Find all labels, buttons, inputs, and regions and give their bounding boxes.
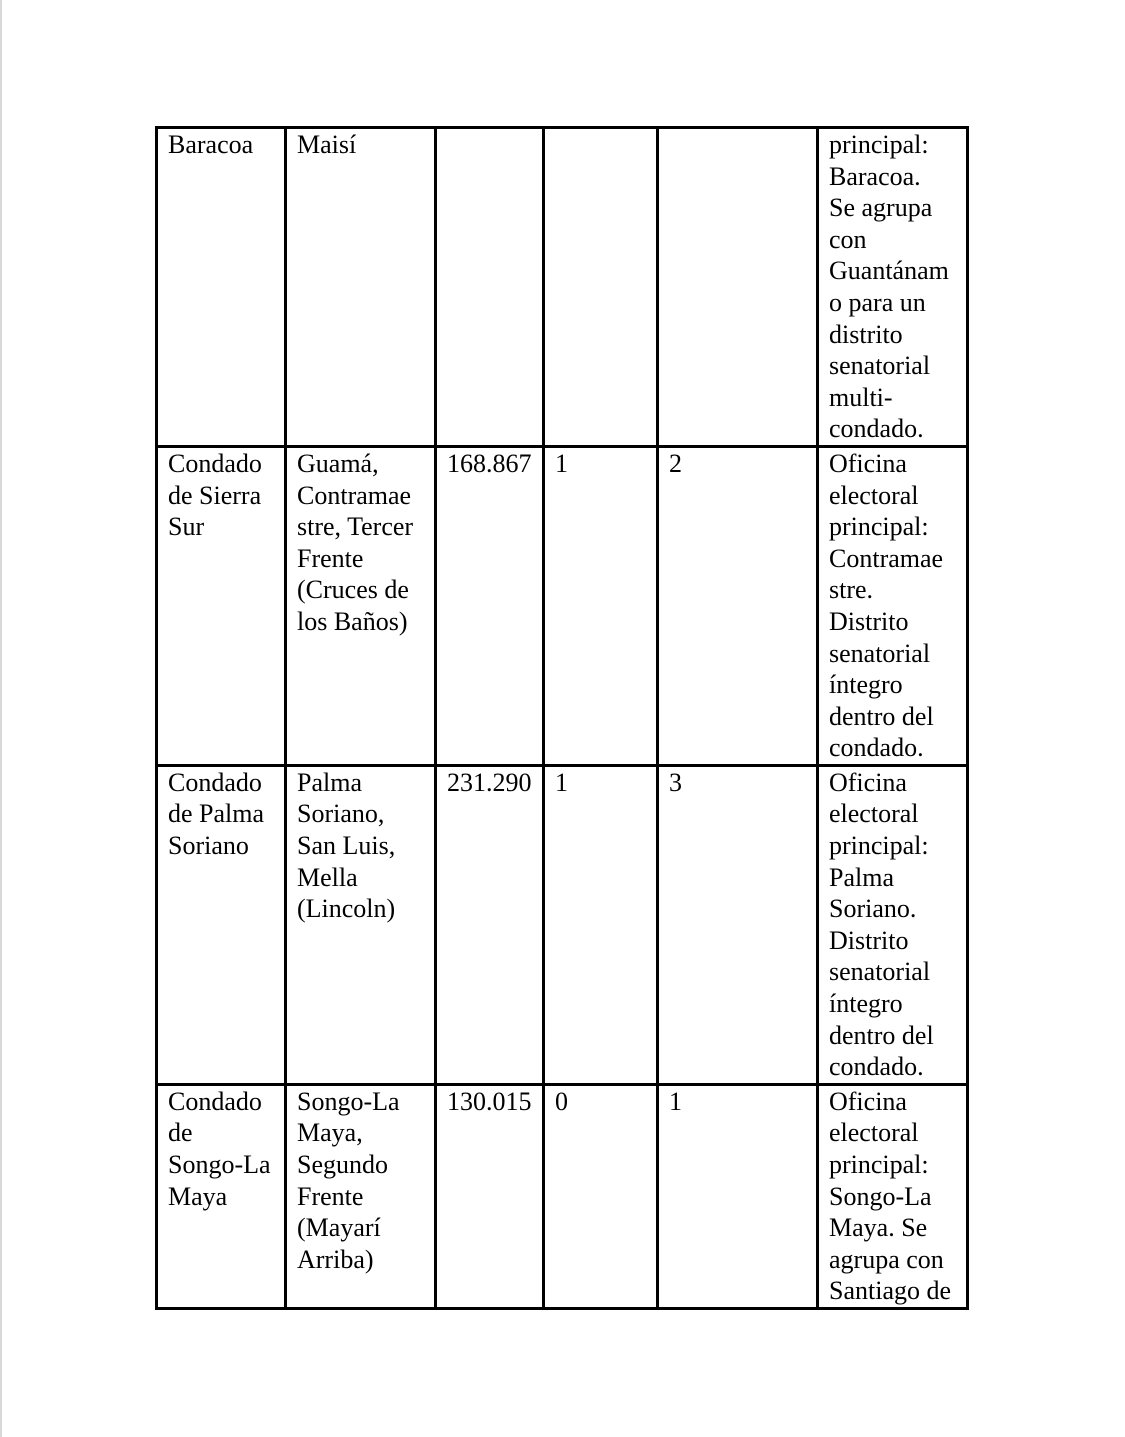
count-cell-a: 0 (544, 1084, 658, 1308)
municipalities-cell: Maisí (286, 128, 436, 447)
table-row (157, 1084, 968, 1308)
count-cell-b (658, 128, 818, 447)
notes-cell: principal: Baracoa. Se agrupa con Guantánam o para un distrito senatorial multi- condado. (818, 128, 968, 447)
county-cell: Condado de Palma Soriano (157, 765, 286, 1084)
notes-cell: Oficina electoral principal: Palma Soriano. Distrito senatorial íntegro dentro del condado. (818, 765, 968, 1084)
municipalities-cell: Palma Soriano, San Luis, Mella (Lincoln) (286, 765, 436, 1084)
page-edge (0, 0, 2, 1437)
county-table (155, 126, 969, 1310)
county-cell: Condado de Songo-La Maya (157, 1084, 286, 1308)
county-cell: Condado de Sierra Sur (157, 446, 286, 765)
municipalities-cell: Guamá, Contramae stre, Tercer Frente (Cruces de los Baños) (286, 446, 436, 765)
table-row (157, 128, 968, 447)
count-cell-a: 1 (544, 446, 658, 765)
count-cell-b: 3 (658, 765, 818, 1084)
table-row (157, 446, 968, 765)
population-cell: 231.290 (436, 765, 544, 1084)
municipalities-cell: Songo-La Maya, Segundo Frente (Mayarí Arriba) (286, 1084, 436, 1308)
population-cell (436, 128, 544, 447)
notes-cell: Oficina electoral principal: Contramae stre. Distrito senatorial íntegro dentro del condado. (818, 446, 968, 765)
county-cell: Baracoa (157, 128, 286, 447)
table-row (157, 765, 968, 1084)
count-cell-a (544, 128, 658, 447)
count-cell-a: 1 (544, 765, 658, 1084)
count-cell-b: 1 (658, 1084, 818, 1308)
notes-cell: Oficina electoral principal: Songo-La Maya. Se agrupa con Santiago de (818, 1084, 968, 1308)
count-cell-b: 2 (658, 446, 818, 765)
population-cell: 130.015 (436, 1084, 544, 1308)
population-cell: 168.867 (436, 446, 544, 765)
